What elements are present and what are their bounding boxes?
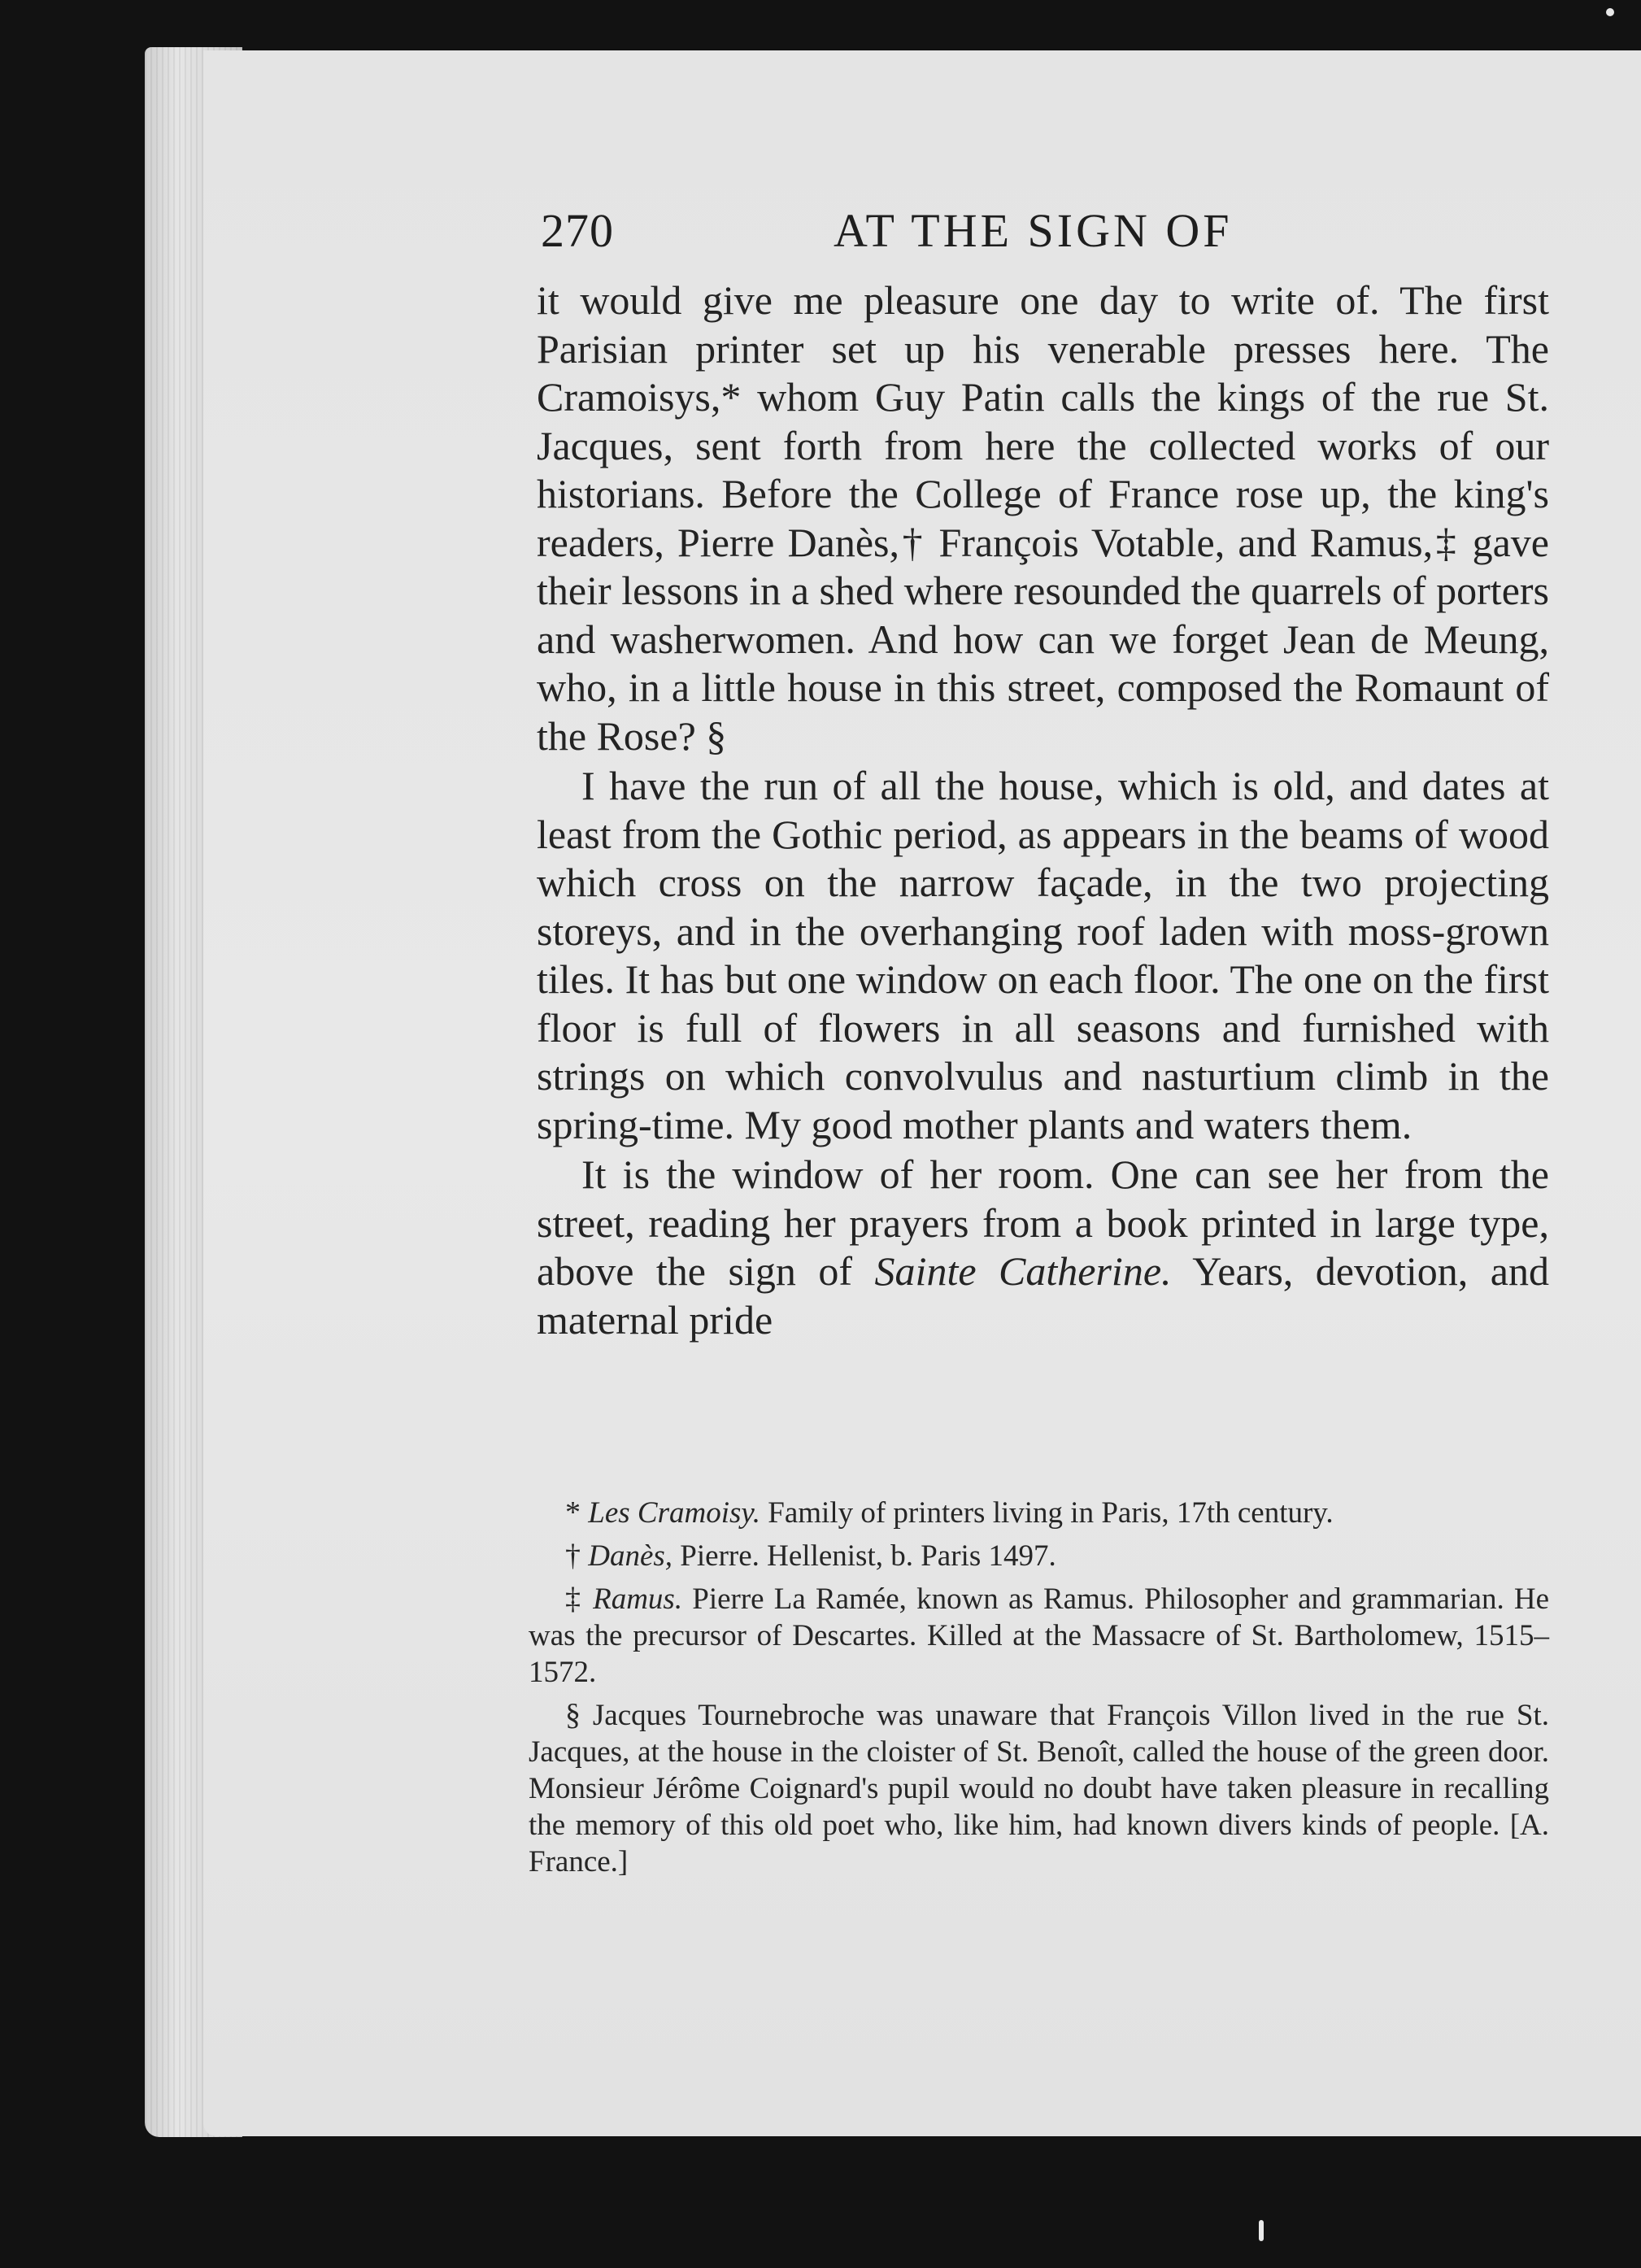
footnote-term: Les Cramoisy. (588, 1496, 761, 1530)
footnote-text: Pierre. Hellenist, b. Paris 1497. (673, 1539, 1056, 1573)
paragraph: it would give me pleasure one day to write of. The first Parisian printer set up his venerable presses here. The Cramoisys,* whom Guy Patin calls the kings of the rue St. Jacques, sent forth from here the collected works of our historians. Before the College of France rose up, the king's readers, Pierre Danès,† François Votable, and Ramus,‡ gave their lessons in a shed where resounded the quarrels of porters and washerwomen. And how can we forget Jean de Meung, who, in a little house in this street, composed the Romaunt of the Rose? § (537, 277, 1549, 759)
page-number: 270 (541, 204, 614, 257)
footnote (529, 1581, 1549, 1691)
paragraph (537, 1151, 1549, 1344)
footnote (529, 1697, 1549, 1880)
footnote-mark: ‡ (565, 1582, 583, 1616)
footnote-mark: † (565, 1539, 581, 1573)
paragraph-text: It is the window of her room. One can see her from the street, reading her prayers from a book printed in large type, above the sign of (537, 1151, 1549, 1294)
paragraph-text: Years, devotion, and maternal pride (537, 1248, 1549, 1343)
scan-artifact (1259, 2220, 1264, 2241)
footnote (529, 1538, 1549, 1574)
italic-text: Sainte Catherine. (874, 1248, 1172, 1294)
footnote-term: Danès, (588, 1539, 673, 1573)
scan-artifact (1606, 8, 1614, 16)
page-header (541, 203, 1264, 268)
running-head: AT THE SIGN OF (834, 204, 1233, 257)
footnote-text: Pierre La Ramée, known as Ramus. Philosopher and grammarian. He was the precursor of Descartes. Killed at the Massacre of St. Bartholomew, 1515–1572. (529, 1582, 1550, 1689)
footnote-mark: * (565, 1495, 581, 1530)
footnote-mark: § (565, 1698, 581, 1732)
body-text (537, 276, 1549, 1344)
footnote (529, 1495, 1549, 1531)
footnote-text: Jacques Tournebroche was unaware that François Villon lived in the rue St. Jacques, at the house in the cloister of St. Benoît, called the house of the green door. Monsieur Jérôme Coignard's pupil would no doubt have taken pleasure in recalling the memory of this old poet who, like him, had known divers kinds of people. [A. France.] (529, 1699, 1549, 1878)
paragraph: I have the run of all the house, which is old, and dates at least from the Gothic period, as appears in the beams of wood which cross on the narrow façade, in the two projecting storeys, and in the overhanging roof laden with moss-grown tiles. It has but one window on each floor. The one on the first floor is full of flowers in all seasons and furnished with strings on which convolvulus and nasturtium climb in the spring-time. My good mother plants and waters them. (537, 763, 1549, 1147)
footnotes (529, 1495, 1549, 1880)
footnote-text: Family of printers living in Paris, 17th century. (760, 1496, 1334, 1530)
footnote-term: Ramus. (593, 1582, 683, 1616)
